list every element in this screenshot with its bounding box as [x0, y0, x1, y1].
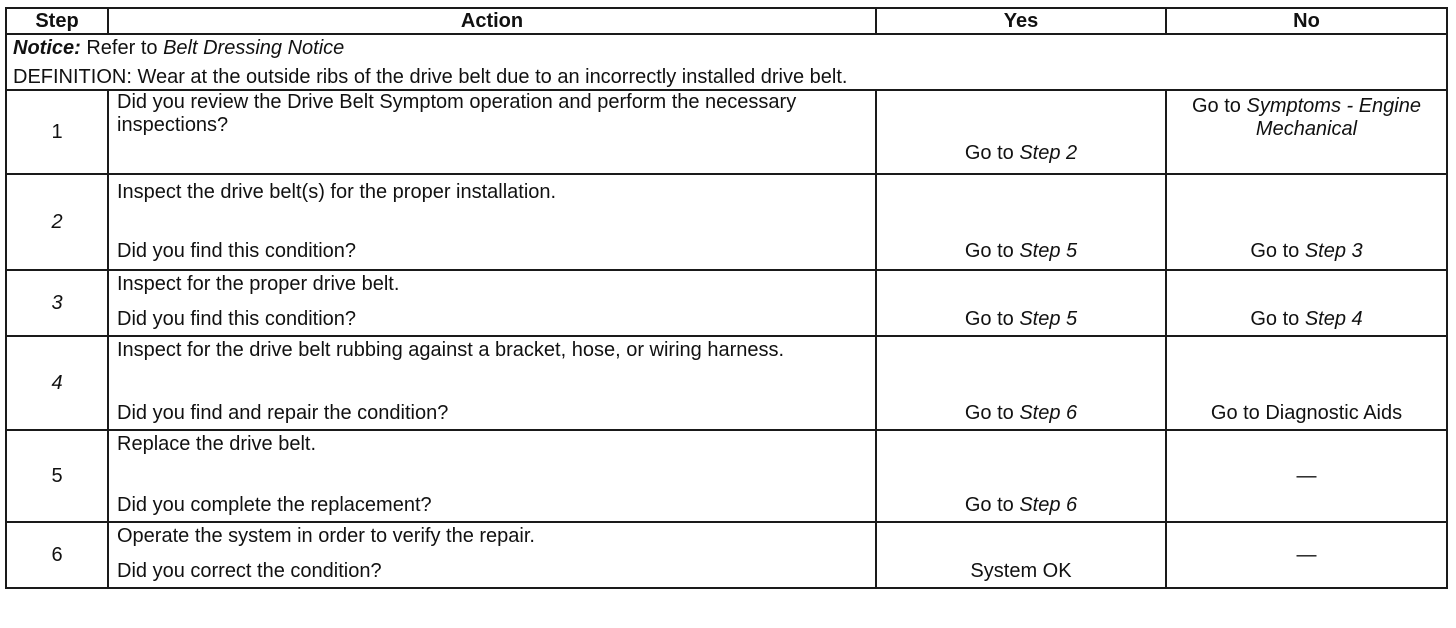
- action-text: Inspect for the proper drive belt.: [117, 273, 400, 295]
- question-text: Did you correct the condition?: [117, 560, 382, 582]
- yes-link[interactable]: Step 6: [1019, 494, 1078, 516]
- step-number: 5: [6, 430, 108, 522]
- no-link[interactable]: Step 3: [1304, 240, 1363, 262]
- action-cell: [108, 430, 876, 522]
- step-number: 1: [6, 90, 108, 174]
- no-dash: —: [1296, 464, 1317, 487]
- no-cell: [1166, 90, 1447, 174]
- action-text: Inspect the drive belt(s) for the proper installation.: [117, 181, 557, 203]
- yes-link[interactable]: Step 6: [1019, 402, 1078, 424]
- step-number: 2: [6, 174, 108, 270]
- notice-cell: [6, 34, 1447, 90]
- no-prefix: Go to: [1250, 308, 1300, 330]
- action-text: Operate the system in order to verify the repair.: [117, 525, 535, 547]
- no-cell: [1166, 430, 1447, 522]
- question-text: Did you complete the replacement?: [117, 494, 432, 516]
- no-prefix: Go to: [1250, 240, 1300, 262]
- yes-cell: [876, 430, 1166, 522]
- yes-prefix: Go to: [964, 308, 1014, 330]
- no-cell: [1166, 174, 1447, 270]
- no-cell: [1166, 270, 1447, 336]
- yes-cell: [876, 270, 1166, 336]
- notice-link[interactable]: Belt Dressing Notice: [163, 37, 345, 59]
- table-row: [6, 270, 1447, 336]
- action-text: Did you review the Drive Belt Symptom operation and perform the necessary inspections?: [117, 91, 797, 136]
- table-row: [6, 430, 1447, 522]
- yes-link[interactable]: Step 5: [1019, 308, 1078, 330]
- yes-prefix: Go to: [964, 494, 1014, 516]
- question-text: Did you find this condition?: [117, 308, 357, 330]
- table-row: [6, 174, 1447, 270]
- no-text[interactable]: Go to Diagnostic Aids: [1210, 402, 1403, 424]
- yes-text: System OK: [970, 560, 1072, 582]
- yes-prefix: Go to: [964, 240, 1014, 262]
- action-text: Inspect for the drive belt rubbing against a bracket, hose, or wiring harness.: [117, 339, 785, 361]
- header-no: No: [1166, 8, 1447, 34]
- yes-cell: [876, 336, 1166, 430]
- no-link[interactable]: Step 4: [1304, 308, 1363, 330]
- header-yes: Yes: [876, 8, 1166, 34]
- yes-link[interactable]: Step 5: [1019, 240, 1078, 262]
- header-step: Step: [6, 8, 108, 34]
- action-cell: [108, 174, 876, 270]
- action-cell: [108, 90, 876, 174]
- step-number: 3: [6, 270, 108, 336]
- action-cell: [108, 270, 876, 336]
- yes-cell: [876, 174, 1166, 270]
- header-action: Action: [108, 8, 876, 34]
- no-dash: —: [1296, 543, 1317, 566]
- action-text: Replace the drive belt.: [117, 433, 317, 455]
- definition-text: DEFINITION: Wear at the outside ribs of the drive belt due to an incorrectly installed drive belt.: [13, 66, 848, 88]
- yes-link[interactable]: Step 2: [1019, 142, 1078, 164]
- step-number: 6: [6, 522, 108, 588]
- step-number: 4: [6, 336, 108, 430]
- notice-label: Notice:: [13, 37, 81, 59]
- table-row: [6, 522, 1447, 588]
- no-cell: [1166, 336, 1447, 430]
- yes-cell: [876, 522, 1166, 588]
- notice-row: [6, 34, 1447, 90]
- no-cell: [1166, 522, 1447, 588]
- table-row: [6, 336, 1447, 430]
- yes-prefix: Go to: [964, 402, 1014, 424]
- yes-cell: [876, 90, 1166, 174]
- action-cell: [108, 336, 876, 430]
- table-row: [6, 90, 1447, 174]
- yes-prefix: Go to: [964, 142, 1014, 164]
- header-row: [6, 8, 1447, 34]
- question-text: Did you find this condition?: [117, 240, 357, 262]
- action-cell: [108, 522, 876, 588]
- no-link[interactable]: Symptoms - Engine Mechanical: [1246, 95, 1421, 140]
- diagnostic-table: [5, 7, 1448, 589]
- notice-text: Refer to: [86, 37, 158, 59]
- no-prefix: Go to: [1192, 95, 1241, 117]
- question-text: Did you find and repair the condition?: [117, 402, 449, 424]
